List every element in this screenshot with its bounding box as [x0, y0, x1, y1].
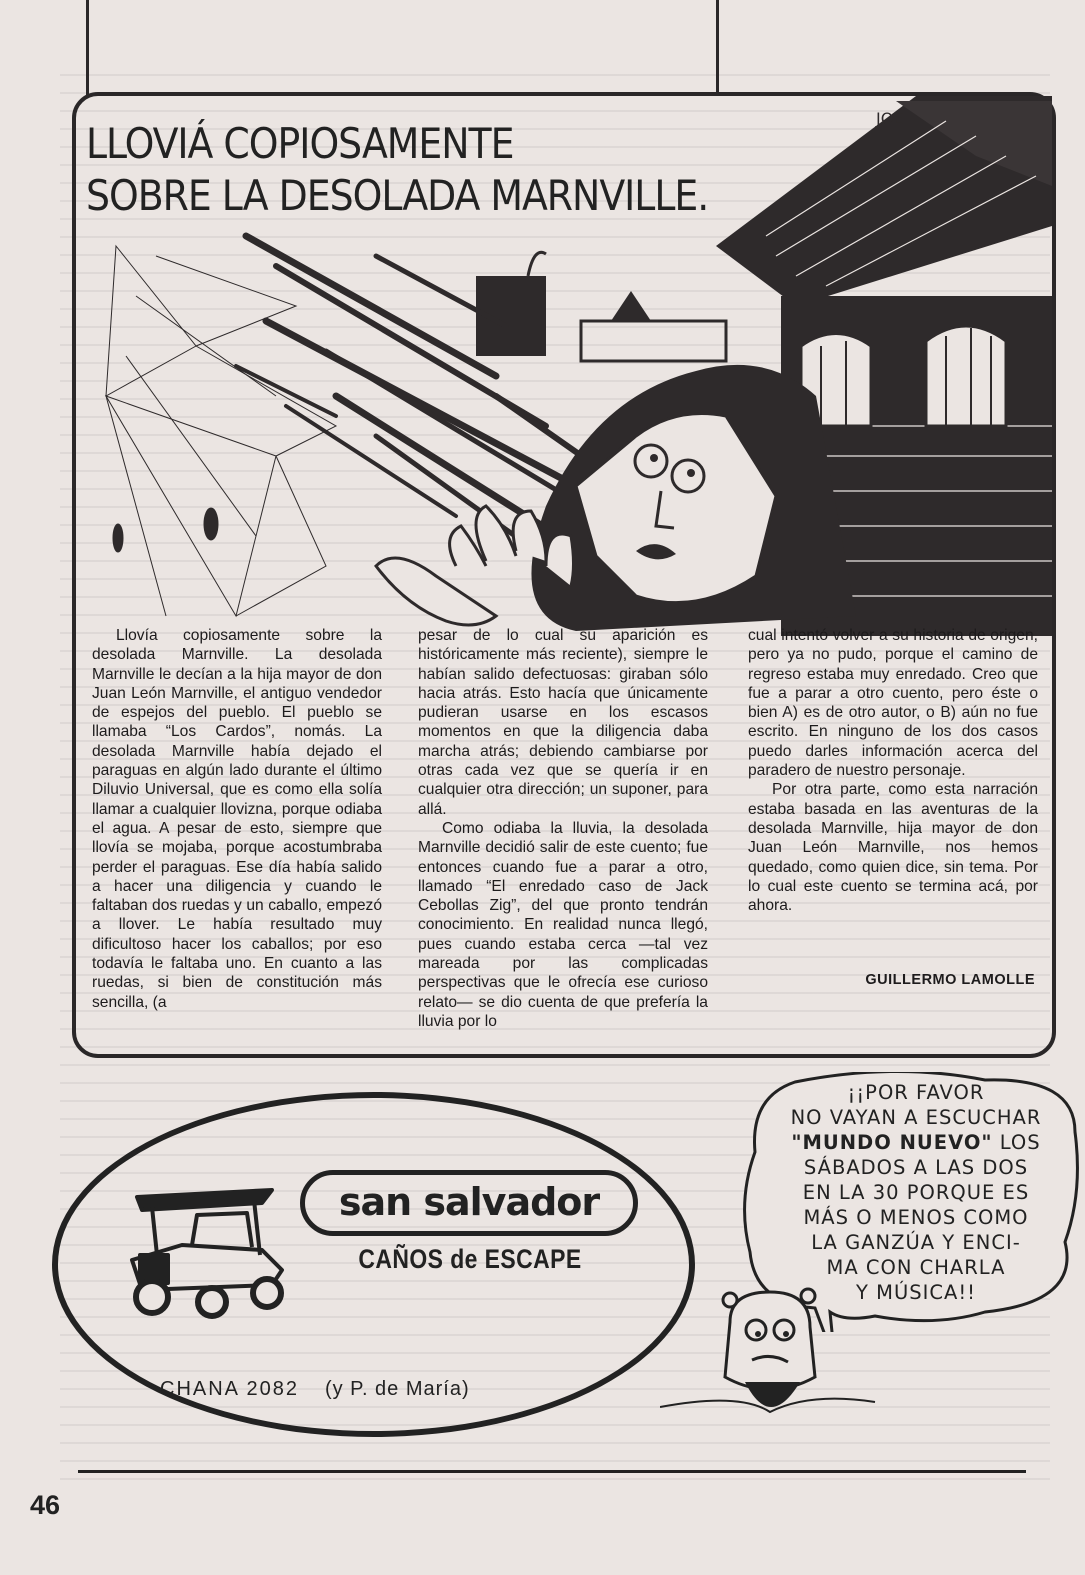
address-crossstreet: (y P. de María) — [324, 1378, 470, 1400]
paragraph: Como odiaba la lluvia, la desolada Marnville decidió salir de este cuento; fue entonces cuando fue a parar a otro, llamado “El enredado caso de Jack Cebollas Zig”, del que pronto tendrán conocimiento. En realidad nunca llegó, pues cuando estaba cerca —tal vez mareada por las complicadas perspectivas que le ofrecía ese curioso relato— se dio cuenta de que prefería la lluvia por lo — [418, 819, 708, 1030]
title-line-2: SOBRE LA DESOLADA MARNVILLE. — [86, 171, 709, 220]
article-title — [86, 118, 746, 222]
article-column-1 — [92, 626, 382, 1012]
right-divider-line — [716, 0, 719, 96]
bubble-line: EN LA 30 PORQUE ES — [802, 1181, 1030, 1204]
bubble-line: MÁS O MENOS COMO — [803, 1206, 1029, 1229]
bubble-line: SÁBADOS A LAS DOS — [803, 1156, 1029, 1179]
article-column-3 — [748, 626, 1038, 915]
paragraph: cual intentó volver a su historia de origen, pero ya no pudo, porque el camino de regreso estaba muy enredado. Creo que fue a parar a otro cuento, pero éste o bien A) es de otro autor, o B) aún no fue escrito. En ninguno de los dos casos puedo darles información acerca del paradero de nuestro personaje. — [748, 627, 1038, 780]
illustrator-signature: JOE — [876, 109, 904, 128]
ad-address — [160, 1378, 470, 1401]
paragraph: pesar de lo cual su aparición es históricamente más reciente), siempre le habían salido defectuosas: giraban sólo hacia atrás. Esto hacía que únicamente pudieran usarse en los escasos momentos en que la diligencia daba marcha atrás; debiendo cambiarse por otras cada vez que se quería ir en cualquier otra dirección; un suponer, para allá. — [418, 627, 708, 818]
bottom-rule — [78, 1470, 1026, 1473]
bubble-line: LA GANZÚA Y ENCI- — [811, 1231, 1021, 1254]
car-icon — [122, 1185, 292, 1325]
bubble-line: ¡¡POR FAVOR — [847, 1081, 985, 1104]
left-divider-line — [86, 0, 89, 96]
bubble-line: Y MÚSICA!! — [856, 1281, 976, 1304]
paragraph: Por otra parte, como esta narración estaba basada en las aventuras de la desolada Marnville, hija mayor de don Juan León Marnville, nos hemos quedado, como quien dice, sin tema. Por lo cual este cuento se termina acá, por ahora. — [748, 781, 1038, 915]
distant-village — [476, 252, 726, 361]
creature-cartoon-icon — [660, 1282, 880, 1437]
ad-tagline: CAÑOS de ESCAPE — [358, 1244, 582, 1274]
title-line-1: LLOVIÁ COPIOSAMENTE — [86, 119, 514, 168]
bubble-message — [748, 1080, 1084, 1305]
show-name: "MUNDO NUEVO" — [791, 1131, 993, 1154]
bubble-line: NO VAYAN A ESCUCHAR — [790, 1106, 1042, 1129]
brand-logo: san salvador — [300, 1170, 638, 1236]
character-marnville — [531, 365, 856, 631]
article-author: GUILLERMO LAMOLLE — [865, 972, 1035, 988]
window-web-sketch — [106, 246, 336, 616]
paragraph: Llovía copiosamente sobre la desolada Marnville. La desolada Marnville le decían a la hija mayor de don Juan León Marnville, el antiguo vendedor de espejos del pueblo. El pueblo se llamaba “Los Cardos”, nomás. La desolada Marnville había dejado el paraguas en algún lado durante el último Diluvio Universal, que es como ella solía llamar a cualquier llovizna, porque odiaba el agua. A pesar de esto, siempre que llovía se mojaba, porque acostumbraba perder el paraguas. Ese día había salido a hacer una diligencia y cuando le faltaban dos ruedas y un caballo, empezó a llover. Le había resultado muy dificultoso hacer los caballos; por eso todavía le faltaba uno. En cuanto a las ruedas, si bien de constitución más sencilla, (a — [92, 627, 382, 1011]
address-street: CHANA 2082 — [160, 1378, 299, 1400]
article-column-2 — [418, 626, 708, 1031]
bubble-line: MA CON CHARLA — [826, 1256, 1006, 1279]
bubble-line-rest: LOS — [992, 1131, 1041, 1154]
bubble-line — [748, 1130, 1084, 1155]
page-number: 46 — [30, 1490, 61, 1520]
